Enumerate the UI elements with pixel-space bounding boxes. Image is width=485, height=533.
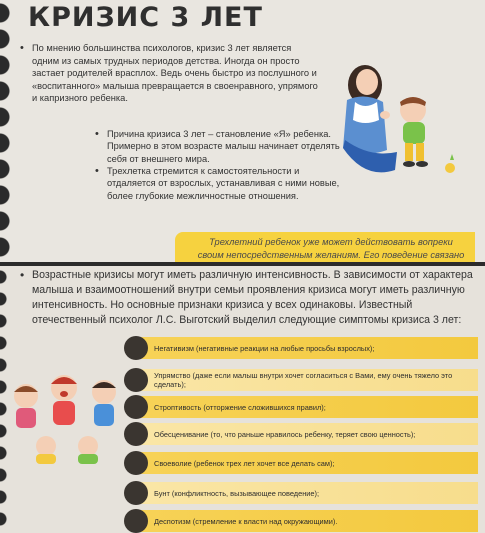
crisis-intensity-paragraph: • Возрастные кризисы могут иметь различную интенсивность. В зависимости от характера малыша и взаимоотношений внутри семьи проявления кризиса могут иметь различную интенсивность. Но основные признаки кризиса у всех одинаковы. Известный отечественный психолог Л.С. Выготский выделил следующие симптомы кризиса 3 лет: [20, 268, 480, 328]
bullet-circle [124, 395, 148, 419]
bottom-slide [0, 266, 485, 533]
quote-box: Трехлетний ребенок уже может действовать вопреки своим непосредственным желаниям. Его поведение связано [175, 232, 475, 262]
symptom-text: Деспотизм (стремление к власти над окружающими). [138, 510, 478, 532]
mother-child-illustration [325, 40, 475, 190]
symptom-text: Упрямство (даже если малыш внутри хочет согласиться с Вами, ему очень тяжело это сделать); [138, 369, 478, 391]
symptom-rebellion [124, 482, 478, 504]
symptom-obstinacy [124, 396, 478, 418]
bullet-circle [124, 509, 148, 533]
scalloped-border [0, 0, 14, 262]
symptom-stubbornness [124, 369, 478, 391]
bullet-independence: • Трехлетка стремится к самостоятельности и отдаляется от взрослых, устанавливая с ними новые, более глубокие межличностные отношения. [95, 165, 340, 202]
symptom-text: Обесценивание (то, что раньше нравилось ребенку, теряет свою ценность); [138, 423, 478, 445]
bullet-circle [124, 368, 148, 392]
symptom-negativism [124, 337, 478, 359]
symptom-self-will [124, 452, 478, 474]
top-slide [0, 0, 485, 262]
symptom-text: Своеволие (ребенок трех лет хочет все делать сам); [138, 452, 478, 474]
symptom-despotism [124, 510, 478, 532]
intro-paragraph: • По мнению большинства психологов, кризис 3 лет является одним из самых трудных периодов детства. Иногда он просто застает родителей врасплох. Ведь очень быстро из послушного и «воспитанного» малыша превращается в своенравного, упрямого и капризного ребенка. [20, 42, 320, 105]
bullet-cause: • Причина кризиса 3 лет – становление «Я» ребенка. Примерно в этом возрасте малыш начинает отделять себя от внешнего мира. [95, 128, 340, 165]
bullet-circle [124, 336, 148, 360]
symptom-text: Негативизм (негативные реакции на любые просьбы взрослых); [138, 337, 478, 359]
symptom-text: Бунт (конфликтность, вызывающее поведение); [138, 482, 478, 504]
symptom-devaluation [124, 423, 478, 445]
crying-kids-illustration [6, 356, 126, 466]
bullet-circle [124, 451, 148, 475]
bullet-circle [124, 481, 148, 505]
page-title: КРИЗИС 3 ЛЕТ [28, 2, 263, 33]
symptom-text: Строптивость (отторжение сложившихся правил); [138, 396, 478, 418]
bullet-circle [124, 422, 148, 446]
